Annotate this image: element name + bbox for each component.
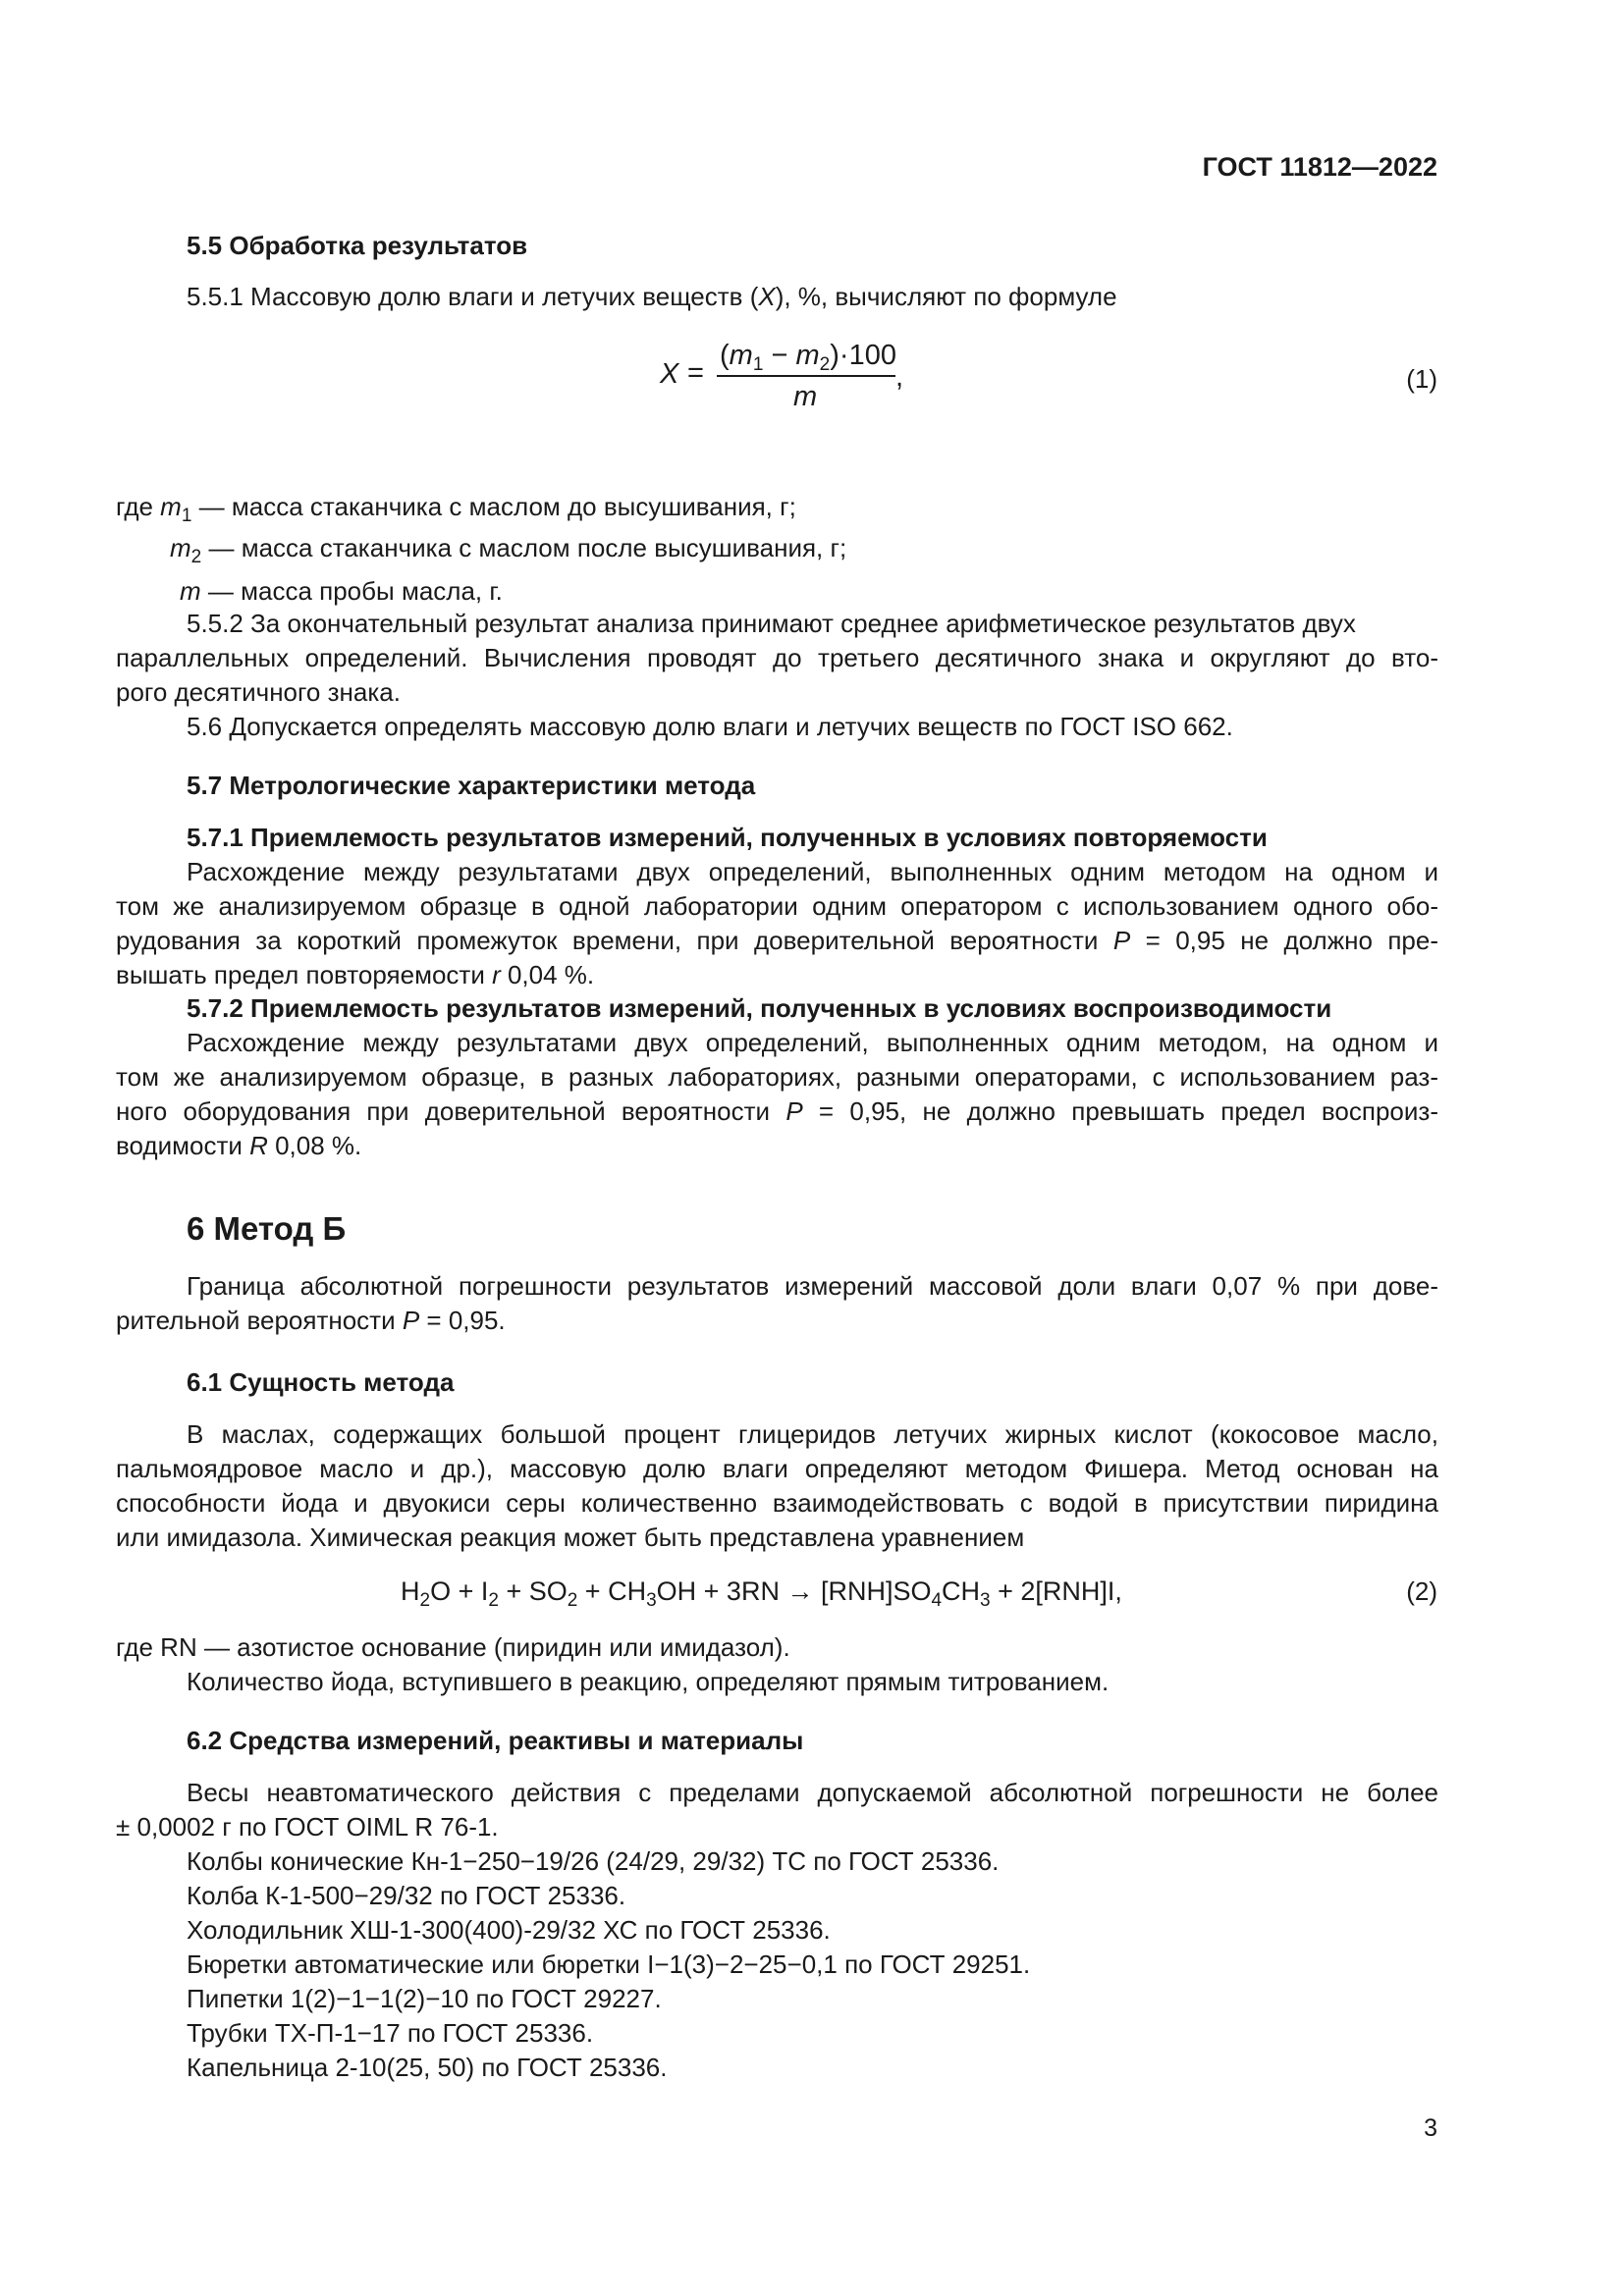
where-m: m — масса пробы масла, г.	[180, 576, 503, 606]
paragraph-6-1-line-2: пальмоядровое масло и др.), массовую долю влаги определяют методом Фишера. Метод основан на	[116, 1454, 1438, 1483]
section-6-1-title: 6.1 Сущность метода	[187, 1367, 455, 1397]
formula-2-label: (2)	[1406, 1576, 1437, 1606]
paragraph-6-1-after: Количество йода, вступившего в реакцию, определяют прямым титрованием.	[187, 1667, 1110, 1696]
paragraph-6-1-line-3: способности йода и двуокиси серы количественно взаимодействовать с водой в присутствии пиридина	[116, 1488, 1438, 1518]
paragraph-5-7-2-line-3: ного оборудования при доверительной вероятности P = 0,95, не должно превышать предел воспроиз-	[116, 1096, 1438, 1126]
paragraph-5-5-1: 5.5.1 Массовую долю влаги и летучих веществ (X), %, вычисляют по формуле	[187, 282, 1117, 311]
formula-1-comma: ,	[895, 361, 904, 393]
page-number: 3	[1424, 2114, 1437, 2142]
paragraph-6-2-line-1: Весы неавтоматического действия с пределами допускаемой абсолютной погрешности не более	[187, 1778, 1438, 1807]
paragraph-5-7-1-line-4: вышать предел повторяемости r 0,04 %.	[116, 960, 595, 989]
section-6-intro-line-1: Граница абсолютной погрешности результатов измерений массовой доли влаги 0,07 % при дове-	[187, 1271, 1438, 1301]
paragraph-5-6: 5.6 Допускается определять массовую долю влаги и летучих веществ по ГОСТ ISO 662.	[187, 712, 1233, 741]
paragraph-5-7-2-line-2: том же анализируемом образце, в разных лабораториях, разными операторами, с использованием раз-	[116, 1062, 1438, 1092]
paragraph-6-1-line-1: В маслах, содержащих большой процент глицеридов летучих жирных кислот (кокосовое масло,	[187, 1419, 1438, 1449]
list-item: Холодильник ХШ-1-300(400)-29/32 ХС по ГОСТ 25336.	[187, 1915, 831, 1945]
paragraph-5-5-2-line-3: рого десятичного знака.	[116, 677, 401, 707]
formula-1-denominator: m	[793, 381, 818, 412]
list-item: Колба К-1-500−29/32 по ГОСТ 25336.	[187, 1881, 626, 1910]
paragraph-5-7-1-line-1: Расхождение между результатами двух определений, выполненных одним методом на одном и	[187, 857, 1438, 886]
list-item: Трубки ТХ-П-1−17 по ГОСТ 25336.	[187, 2018, 594, 2048]
formula-1-equals: =	[687, 357, 704, 389]
section-6-intro-line-2: рительной вероятности P = 0,95.	[116, 1306, 506, 1335]
formula-2: $H_2O + I_2 + SO_2 + CH_3OH + 3RN \to [RNH]SO_4CH_3 + 2[RNH]I$,	[401, 1576, 1122, 1611]
where-m1: где $m_1$ — масса стаканчика с маслом до высушивания, г;	[116, 492, 796, 526]
list-item: Пипетки 1(2)−1−1(2)−10 по ГОСТ 29227.	[187, 1984, 662, 2013]
section-5-5-title: 5.5 Обработка результатов	[187, 231, 528, 260]
fraction-bar	[717, 375, 895, 377]
paragraph-6-2-line-2: ± 0,0002 г по ГОСТ OIML R 76-1.	[116, 1812, 499, 1842]
list-item: Колбы конические Кн-1−250−19/26 (24/29, 29/32) ТС по ГОСТ 25336.	[187, 1846, 1000, 1876]
formula-1-label: (1)	[1406, 364, 1437, 394]
paragraph-5-7-1-line-2: том же анализируемом образце в одной лаборатории одним оператором с использованием одного обо-	[116, 891, 1438, 921]
paragraph-5-7-2-line-1: Расхождение между результатами двух определений, выполненных одним методом, на одном и	[187, 1028, 1438, 1057]
paragraph-5-7-1-line-3: рудования за короткий промежуток времени, при доверительной вероятности P = 0,95 не должно пре-	[116, 926, 1438, 955]
document-id: ГОСТ 11812—2022	[1202, 152, 1437, 182]
section-6-2-title: 6.2 Средства измерений, реактивы и материалы	[187, 1726, 804, 1755]
paragraph-6-1-line-4: или имидазола. Химическая реакция может быть представлена уравнением	[116, 1522, 1025, 1552]
section-6-title: 6 Метод Б	[187, 1210, 347, 1247]
formula-1-lhs: X	[660, 358, 679, 390]
paragraph-5-7-2-line-4: водимости R 0,08 %.	[116, 1131, 362, 1160]
formula-2-where: где RN — азотистое основание (пиридин или имидазол).	[116, 1632, 790, 1662]
paragraph-5-5-2-line-2: параллельных определений. Вычисления проводят до третьего десятичного знака и округляют до вто-	[116, 643, 1438, 672]
list-item: Капельница 2-10(25, 50) по ГОСТ 25336.	[187, 2053, 668, 2082]
paragraph-5-5-2-line-1: 5.5.2 За окончательный результат анализа принимают среднее арифметическое результатов двух	[187, 609, 1356, 638]
section-5-7-title: 5.7 Метрологические характеристики метода	[187, 771, 756, 800]
formula-1-numerator: $(m_1 - m_2)\cdot 100$	[720, 340, 896, 375]
where-m2: $m_2$ — масса стаканчика с маслом после высушивания, г;	[170, 533, 847, 567]
section-5-7-1-title: 5.7.1 Приемлемость результатов измерений, полученных в условиях повторяемости	[187, 823, 1268, 852]
section-5-7-2-title: 5.7.2 Приемлемость результатов измерений, полученных в условиях воспроизводимости	[187, 993, 1332, 1023]
list-item: Бюретки автоматические или бюретки I−1(3)−2−25−0,1 по ГОСТ 29251.	[187, 1949, 1031, 1979]
